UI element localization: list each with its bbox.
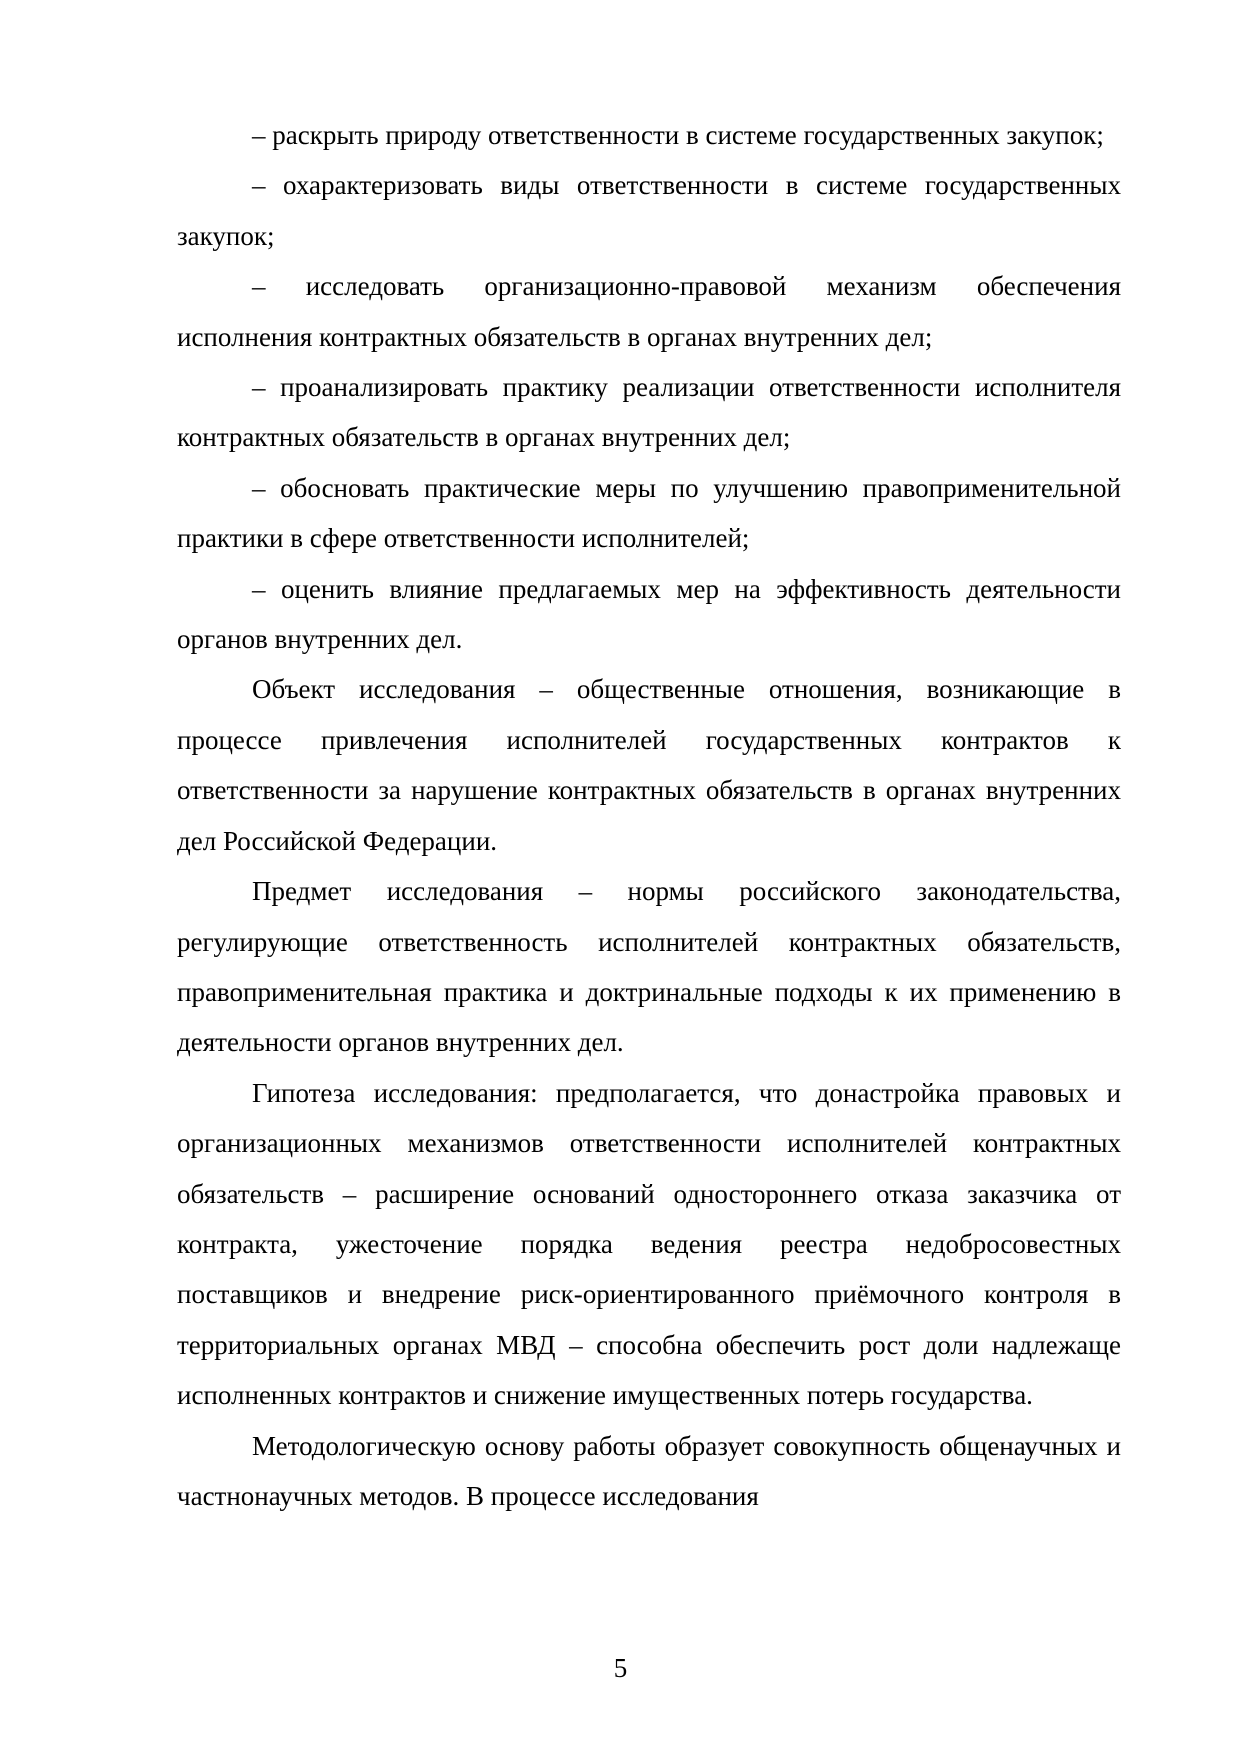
task-item-6: – оценить влияние предлагаемых мер на эффективность деятельности органов внутренних дел. [177, 573, 1121, 655]
research-hypothesis-paragraph: Гипотеза исследования: предполагается, что донастройка правовых и организационных механизмов ответственности исполнителей контрактных обязательств – расширение оснований одностороннего отказа заказчика от контракта, ужесточение порядка ведения реестра недобросовестных поставщиков и внедрение риск-ориентированного приёмочного контроля в территориальных органах МВД – способна обеспечить рост доли надлежаще исполненных контрактов и снижение имущественных потерь государства. [177, 1077, 1121, 1411]
research-object-paragraph: Объект исследования – общественные отношения, возникающие в процессе привлечения исполнителей государственных контрактов к ответственности за нарушение контрактных обязательств в органах внутренних дел Российской Федерации. [177, 674, 1121, 856]
task-item-5: – обосновать практические меры по улучшению правоприменительной практики в сфере ответственности исполнителей; [177, 472, 1121, 554]
methodology-paragraph: Методологическую основу работы образует совокупность общенаучных и частнонаучных методов. В процессе исследования [177, 1430, 1121, 1511]
page-number: 5 [613, 1653, 628, 1683]
body-text [177, 110, 1121, 1521]
task-item-1: – раскрыть природу ответственности в системе государственных закупок; [252, 120, 1104, 150]
research-subject-paragraph: Предмет исследования – нормы российского законодательства, регулирующие ответственность исполнителей контрактных обязательств, правоприменительная практика и доктринальные подходы к их применению в деятельности органов внутренних дел. [177, 876, 1121, 1058]
task-item-4: – проанализировать практику реализации ответственности исполнителя контрактных обязательств в органах внутренних дел; [177, 372, 1121, 453]
task-item-3: – исследовать организационно-правовой механизм обеспечения исполнения контрактных обязательств в органах внутренних дел; [177, 271, 1121, 352]
task-item-2: – охарактеризовать виды ответственности в системе государственных закупок; [177, 170, 1121, 251]
